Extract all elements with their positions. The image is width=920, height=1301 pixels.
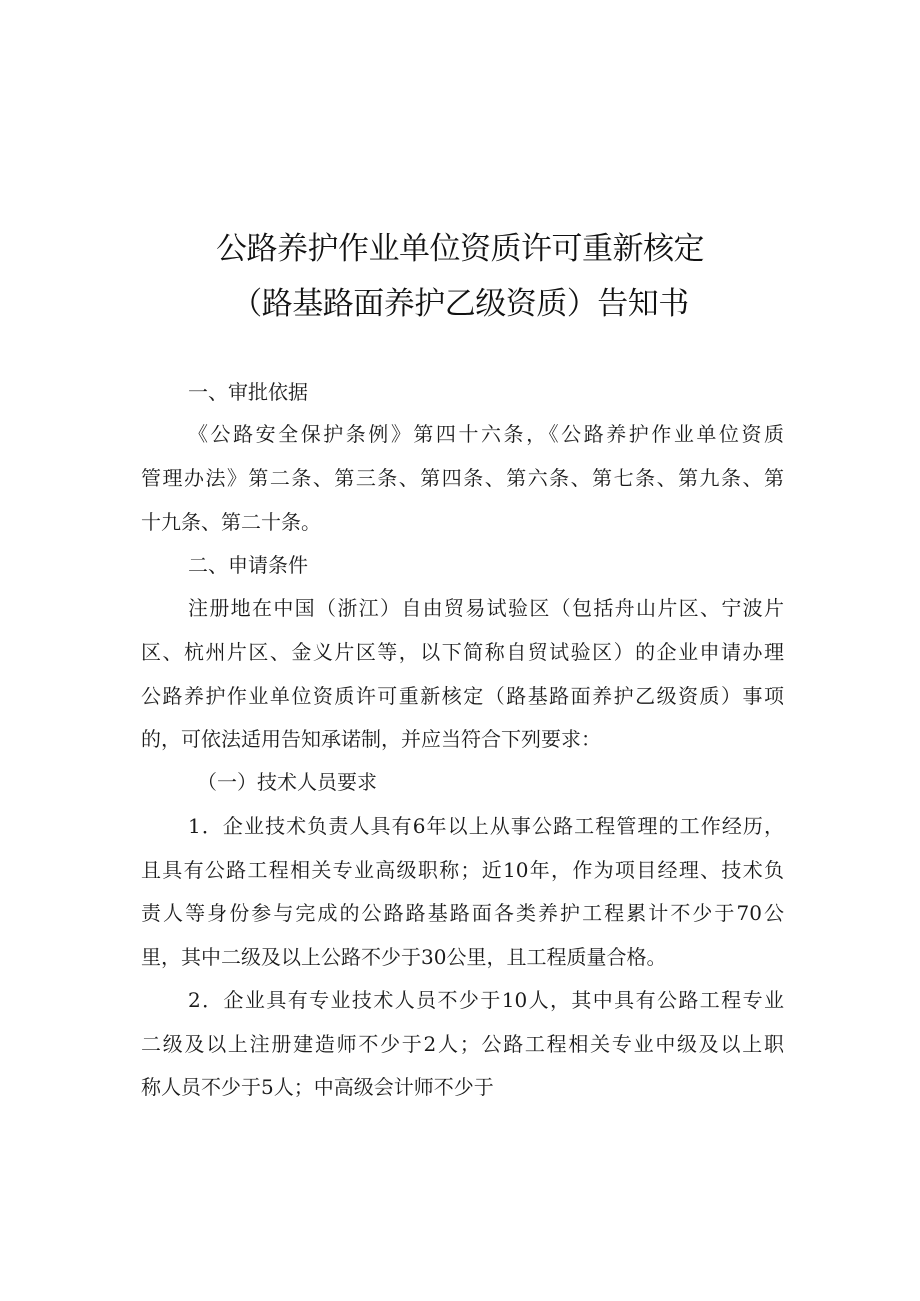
paragraph-line: 且具有公路工程相关专业高级职称；近10年，作为项目经理、技术负 [141,858,784,882]
paragraph-line: 称人员不少于5人；中高级会计师不少于 [141,1075,494,1099]
section-heading-application-conditions: 二、申请条件 [188,553,308,577]
paragraph-line: 十九条、第二十条。 [141,510,321,534]
paragraph-line: 注册地在中国（浙江）自由贸易试验区（包括舟山片区、宁波片 [188,596,784,620]
paragraph-line: 1．企业技术负责人具有6年以上从事公路工程管理的工作经历， [188,814,784,838]
paragraph-line: 区、杭州片区、金义片区等，以下简称自贸试验区）的企业申请办理 [141,640,784,664]
document-title-line-1: 公路养护作业单位资质许可重新核定 [216,231,704,267]
paragraph-line: 二级及以上注册建造师不少于2人；公路工程相关专业中级及以上职 [141,1032,784,1056]
paragraph-line: 2．企业具有专业技术人员不少于10人，其中具有公路工程专业 [188,988,784,1012]
paragraph-line: 管理办法》第二条、第三条、第四条、第六条、第七条、第九条、第 [141,466,784,490]
paragraph-line: 的，可依法适用告知承诺制，并应当符合下列要求： [141,727,601,751]
paragraph-line: 《公路安全保护条例》第四十六条，《公路养护作业单位资质 [188,422,784,446]
paragraph-line: 公路养护作业单位资质许可重新核定（路基路面养护乙级资质）事项 [141,684,784,708]
section-heading-approval-basis: 一、审批依据 [188,380,308,404]
subsection-heading-technical-staff: （一）技术人员要求 [197,770,377,794]
document-title-line-2: （路基路面养护乙级资质）告知书 [231,286,689,322]
paragraph-line: 里，其中二级及以上公路不少于30公里，且工程质量合格。 [141,945,667,969]
paragraph-line: 责人等身份参与完成的公路路基路面各类养护工程累计不少于70公 [141,901,784,925]
